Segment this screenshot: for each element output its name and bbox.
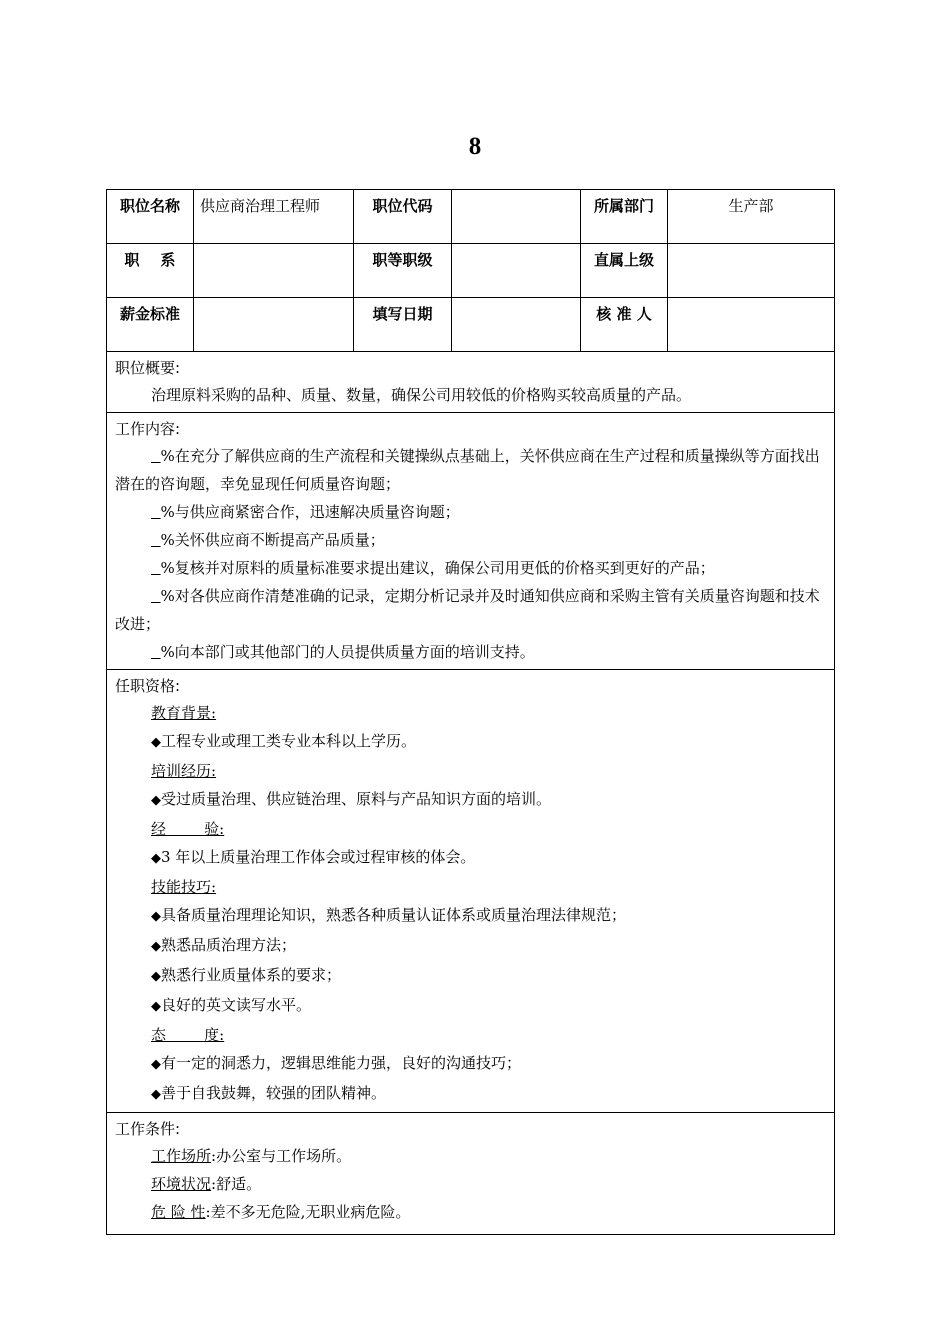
blank-underline <box>151 447 161 465</box>
qualification-item: ◆有一定的洞悉力，逻辑思维能力强，良好的沟通技巧； <box>151 1054 522 1072</box>
approver-value <box>668 298 835 352</box>
overview-title: 职位概要: <box>115 359 181 377</box>
blank-underline <box>151 587 161 605</box>
supervisor-label: 直属上级 <box>581 244 668 298</box>
qualification-section <box>107 670 835 1113</box>
qualification-item: ◆工程专业或理工类专业本科以上学历。 <box>151 732 417 750</box>
grade-label: 职等职级 <box>354 244 452 298</box>
work-item: %与供应商紧密合作，迅速解决质量咨询题； <box>115 498 826 526</box>
header-row <box>107 190 835 244</box>
qualification-heading: 教育背景: <box>151 704 217 722</box>
fill-date-value <box>452 298 581 352</box>
department-label: 所属部门 <box>581 190 668 244</box>
diamond-bullet-icon: ◆ <box>151 1087 161 1102</box>
work-item: %向本部门或其他部门的人员提供质量方面的培训支持。 <box>115 638 826 666</box>
work-item: %在充分了解供应商的生产流程和关键操纵点基础上，关怀供应商在生产过程和质量操纵等方面找出潜在的咨询题，幸免显现任何质量咨询题； <box>115 447 820 493</box>
position-code-value <box>452 190 581 244</box>
header-row <box>107 244 835 298</box>
qualification-item: ◆良好的英文读写水平。 <box>151 996 312 1014</box>
fill-date-label: 填写日期 <box>354 298 452 352</box>
condition-label: 工作场所 <box>151 1147 212 1165</box>
grade-value <box>452 244 581 298</box>
qualification-item: ◆熟悉品质治理方法； <box>151 936 297 954</box>
approver-label: 核 准 人 <box>581 298 668 352</box>
condition-label: 危 险 性 <box>151 1203 206 1221</box>
diamond-bullet-icon: ◆ <box>151 735 161 750</box>
diamond-bullet-icon: ◆ <box>151 1057 161 1072</box>
blank-underline <box>151 643 161 661</box>
work-item: %对各供应商作清楚准确的记录，定期分析记录并及时通知供应商和采购主管有关质量咨询题和技术改进； <box>115 587 820 633</box>
blank-underline <box>151 503 161 521</box>
qualification-heading: 培训经历: <box>151 762 217 780</box>
diamond-bullet-icon: ◆ <box>151 939 161 954</box>
condition-label: 环境状况 <box>151 1175 212 1193</box>
work-content-section <box>107 413 835 670</box>
work-item: %复核并对原料的质量标准要求提出建议，确保公司用更低的价格买到更好的产品； <box>115 554 826 582</box>
blank-underline <box>151 559 161 577</box>
conditions-section <box>107 1113 835 1235</box>
diamond-bullet-icon: ◆ <box>151 793 161 808</box>
diamond-bullet-icon: ◆ <box>151 999 161 1014</box>
qualification-item: ◆受过质量治理、供应链治理、原料与产品知识方面的培训。 <box>151 790 552 808</box>
overview-text: 治理原料采购的品种、质量、数量，确保公司用较低的价格购买较高质量的产品。 <box>151 386 692 404</box>
salary-standard-value <box>194 298 354 352</box>
page-number: 8 <box>468 133 482 160</box>
work-content-title: 工作内容: <box>115 420 181 438</box>
supervisor-value <box>668 244 835 298</box>
qualification-heading: 经 验: <box>151 820 225 838</box>
condition-item: 环境状况:舒适。 <box>151 1175 262 1193</box>
position-name-label: 职位名称 <box>107 190 194 244</box>
qualification-heading: 态 度: <box>151 1026 225 1044</box>
job-family-value <box>194 244 354 298</box>
diamond-bullet-icon: ◆ <box>151 851 161 866</box>
condition-item: 工作场所:办公室与工作场所。 <box>151 1147 352 1165</box>
diamond-bullet-icon: ◆ <box>151 909 161 924</box>
qualification-item: ◆熟悉行业质量体系的要求； <box>151 966 342 984</box>
header-row <box>107 298 835 352</box>
qualification-item: ◆具备质量治理理论知识，熟悉各种质量认证体系或质量治理法律规范； <box>151 906 627 924</box>
position-name-value: 供应商治理工程师 <box>194 190 354 244</box>
salary-standard-label: 薪金标准 <box>107 298 194 352</box>
qualification-heading: 技能技巧: <box>151 878 217 896</box>
diamond-bullet-icon: ◆ <box>151 969 161 984</box>
department-value: 生产部 <box>668 190 835 244</box>
qualification-item: ◆3 年以上质量治理工作体会或过程审核的体会。 <box>151 848 476 866</box>
job-family-label: 职 系 <box>107 244 194 298</box>
position-code-label: 职位代码 <box>354 190 452 244</box>
qualification-item: ◆善于自我鼓舞，较强的团队精神。 <box>151 1084 387 1102</box>
qualification-title: 任职资格: <box>115 677 181 695</box>
blank-underline <box>151 531 161 549</box>
overview-section <box>107 352 835 413</box>
job-description-table <box>106 189 835 1235</box>
conditions-title: 工作条件: <box>115 1120 181 1138</box>
work-item: %关怀供应商不断提高产品质量； <box>115 526 826 554</box>
condition-item: 危 险 性:差不多无危险,无职业病危险。 <box>151 1203 411 1221</box>
